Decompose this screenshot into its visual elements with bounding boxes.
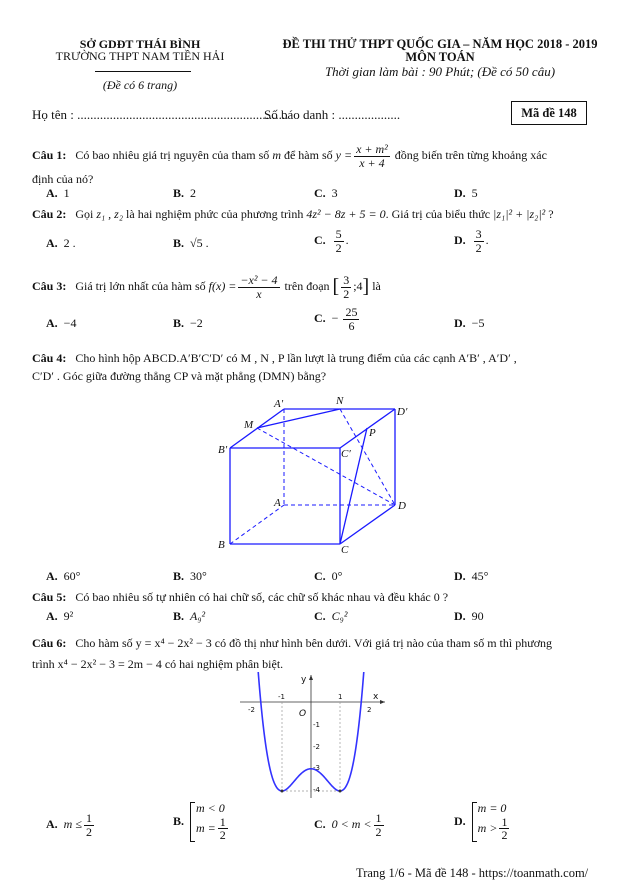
option-value: 3 xyxy=(331,186,338,200)
label-B: B xyxy=(218,539,225,551)
denominator: x xyxy=(256,286,262,301)
y-tick-neg2: -2 xyxy=(313,743,320,751)
numerator: 25 xyxy=(345,305,358,319)
option-a[interactable] xyxy=(46,812,96,838)
x-axis-arrow xyxy=(380,700,385,704)
denominator: 2 xyxy=(501,828,508,843)
option-letter: D. xyxy=(454,609,466,623)
question-label: Câu 6: xyxy=(32,636,67,650)
option-letter: A. xyxy=(46,569,58,583)
option-letter: C. xyxy=(314,232,326,247)
page-footer: Trang 1/6 - Mã đề 148 - https://toanmath.com/ xyxy=(356,866,589,880)
option-d[interactable] xyxy=(454,569,488,584)
option-d[interactable] xyxy=(454,316,484,331)
denominator: x + 4 xyxy=(359,155,385,170)
question-text: Cho hình hộp ABCD.A′B′C′D′ có M , N , P lần lượt là trung điểm của các cạnh A′B′ , A′D′ , xyxy=(75,351,517,365)
min-point-left xyxy=(281,790,284,793)
option-letter: B. xyxy=(173,814,185,829)
denominator: 2 xyxy=(335,240,342,255)
option-b[interactable] xyxy=(173,569,207,584)
option-value: 2 xyxy=(190,186,197,200)
question-text: Có bao nhiêu số tự nhiên có hai chữ số, các chữ số khác nhau và đều khác 0 ? xyxy=(75,590,449,604)
option-letter: C. xyxy=(314,569,326,583)
question-2 xyxy=(32,207,554,222)
x-axis-label: x xyxy=(373,692,379,702)
math-expr: f(x) = xyxy=(208,278,237,293)
question-text-cont: trình x⁴ − 2x² − 3 = 2m − 4 có hai nghiệm phân biệt. xyxy=(32,657,284,671)
option-letter: A. xyxy=(46,236,58,250)
question-text: Gọi xyxy=(75,207,94,221)
label-Cp: C′ xyxy=(341,448,351,460)
math-expr: 4z² − 8z + 5 = 0 xyxy=(306,207,386,221)
option-line: m < 0 xyxy=(196,801,225,815)
denominator: 2 xyxy=(219,828,226,843)
option-letter: B. xyxy=(173,186,185,200)
label-P: P xyxy=(369,427,376,439)
department-name: SỞ GDĐT THÁI BÌNH xyxy=(79,37,201,51)
numerator: 1 xyxy=(219,814,226,829)
option-value: −5 xyxy=(471,316,485,330)
exam-title: ĐỀ THI THỬ THPT QUỐC GIA – NĂM HỌC 2018 - 2019 xyxy=(282,37,598,51)
segment-MN xyxy=(257,409,340,428)
option-value: 45° xyxy=(471,569,489,583)
y-axis-arrow xyxy=(309,675,313,680)
option-b[interactable] xyxy=(173,609,205,624)
option-letter: B. xyxy=(173,569,185,583)
option-value: 0 < m < xyxy=(331,816,372,831)
label-Bp: B′ xyxy=(218,444,228,456)
option-a[interactable] xyxy=(46,569,80,584)
question-text: Giá trị lớn nhất của hàm số xyxy=(75,278,206,293)
option-letter: A. xyxy=(46,186,58,200)
option-letter: B. xyxy=(173,316,185,330)
label-N: N xyxy=(336,395,344,407)
option-d[interactable] xyxy=(454,802,511,842)
numerator: x + m² xyxy=(356,142,388,156)
option-letter: A. xyxy=(46,816,58,831)
label-M: M xyxy=(244,419,254,431)
question-text: Có bao nhiêu giá trị nguyên của tham số xyxy=(75,147,270,162)
option-d[interactable]: D. $\frac{3}{2}$ . xyxy=(454,227,489,255)
option-a[interactable] xyxy=(46,316,76,331)
option-d[interactable] xyxy=(454,186,478,201)
option-b[interactable] xyxy=(173,186,196,201)
x-tick-1: 1 xyxy=(338,693,343,701)
option-value: √5 . xyxy=(190,236,209,250)
student-id-field[interactable]: Số báo danh : ................... xyxy=(264,107,401,122)
option-d[interactable] xyxy=(454,609,484,624)
question-text: ? xyxy=(548,207,554,221)
option-value: A₉² xyxy=(190,609,206,623)
question-label: Câu 3: xyxy=(32,278,67,293)
math-var: m xyxy=(272,147,281,162)
option-letter: C. xyxy=(314,310,326,325)
x-tick-2: 2 xyxy=(367,706,372,714)
option-letter: A. xyxy=(46,609,58,623)
option-value: −4 xyxy=(63,316,77,330)
interval-end: ;4 xyxy=(353,278,363,293)
x-tick-neg1: -1 xyxy=(278,693,285,701)
question-text: đồng biến trên từng khoảng xác xyxy=(394,147,547,162)
fraction xyxy=(354,143,390,169)
y-tick-neg1: -1 xyxy=(313,721,320,729)
numerator: −x² − 4 xyxy=(240,273,278,287)
option-value: m ≤ xyxy=(63,816,82,831)
question-text-cont: định của nó? xyxy=(32,172,94,186)
pages-note: (Đề có 6 trang) xyxy=(102,78,178,92)
option-value: 2 . xyxy=(63,236,76,250)
option-value: 1 xyxy=(63,186,70,200)
option-letter: D. xyxy=(454,232,466,247)
label-A: A xyxy=(274,497,281,509)
question-label: Câu 4: xyxy=(32,351,67,365)
subject-title: MÔN TOÁN xyxy=(405,50,475,64)
y-axis-label: y xyxy=(301,675,307,685)
numerator: 3 xyxy=(343,273,350,287)
option-letter: D. xyxy=(454,569,466,583)
min-point-right xyxy=(339,790,342,793)
option-letter: B. xyxy=(173,609,185,623)
option-a[interactable] xyxy=(46,609,73,624)
denominator: 2 xyxy=(85,824,92,839)
numerator: 1 xyxy=(85,811,92,825)
option-c[interactable] xyxy=(314,569,342,584)
exam-code-box: Mã đề 148 xyxy=(511,101,587,125)
option-letter: D. xyxy=(454,814,466,829)
math-var: z₁ , z₂ xyxy=(96,207,124,221)
option-value: 5 xyxy=(471,186,478,200)
y-tick-neg3: -3 xyxy=(313,764,320,772)
option-c[interactable] xyxy=(314,812,386,838)
question-text: để hàm số xyxy=(283,147,333,162)
name-field[interactable]: Họ tên : ................................................................. xyxy=(32,107,289,122)
header-divider xyxy=(95,71,191,72)
numerator: 5 xyxy=(335,227,342,241)
option-b[interactable] xyxy=(173,236,209,251)
origin-label: O xyxy=(299,709,307,719)
option-a[interactable] xyxy=(46,236,76,251)
math-expr: |z₁|² + |z₂|² xyxy=(493,207,546,221)
numerator: 3 xyxy=(475,227,482,241)
edge-AB xyxy=(230,505,284,544)
question-text: là hai nghiệm phức của phương trình xyxy=(126,207,304,221)
option-letter: C. xyxy=(314,609,326,623)
y-tick-neg4: -4 xyxy=(313,786,320,794)
label-C: C xyxy=(341,544,349,556)
question-label: Câu 5: xyxy=(32,590,67,604)
school-name: TRƯỜNG THPT NAM TIỀN HẢI xyxy=(55,49,225,63)
option-c[interactable] xyxy=(314,609,347,624)
question-4 xyxy=(32,351,517,366)
option-letter: D. xyxy=(454,316,466,330)
denominator: 6 xyxy=(348,318,355,333)
question-text: . Giá trị của biểu thức xyxy=(385,207,491,221)
time-note: Thời gian làm bài : 90 Phút; (Đề có 50 câu) xyxy=(324,64,556,79)
question-text-cont: C′D′ . Góc giữa đường thẳng CP và mặt phẳng (DMN) bằng? xyxy=(32,369,327,383)
option-letter: A. xyxy=(46,316,58,330)
option-value: C₉² xyxy=(331,609,348,623)
question-1 xyxy=(32,143,547,169)
label-Dp: D′ xyxy=(397,406,408,418)
question-text: trên đoạn xyxy=(284,278,330,293)
numerator: 1 xyxy=(501,814,508,829)
numerator: 1 xyxy=(375,811,382,825)
denominator: 2 xyxy=(375,824,382,839)
question-text: là xyxy=(372,278,381,293)
option-c[interactable]: C. − $\frac{25}{6}$ xyxy=(314,305,358,333)
option-b[interactable] xyxy=(173,316,203,331)
option-value: 90 xyxy=(471,609,484,623)
option-c[interactable]: C. $\frac{5}{2}$ . xyxy=(314,227,349,255)
option-line: m = 0 xyxy=(477,801,507,815)
option-value: 9² xyxy=(63,609,74,623)
option-line: m > xyxy=(477,820,498,835)
option-letter: C. xyxy=(314,816,326,831)
parallelepiped-figure xyxy=(210,390,420,560)
math-expr: y = xyxy=(335,147,353,162)
denominator: 2 xyxy=(343,286,350,301)
question-3: Câu 3: Giá trị lớn nhất của hàm số f(x) = $\frac{\text{−x² − 4}}{x}$ trên đoạn [ $\frac{3}{2}$ ;4] là xyxy=(32,273,381,301)
option-line: m = xyxy=(196,820,216,835)
question-6 xyxy=(32,636,552,651)
question-text: Cho hàm số y = x⁴ − 2x² − 3 có đồ thị như hình bên dưới. Với giá trị nào của tham số m thì phương xyxy=(75,636,553,650)
option-c[interactable] xyxy=(314,186,338,201)
question-5 xyxy=(32,590,448,605)
option-value: 60° xyxy=(63,569,81,583)
function-graph xyxy=(230,672,400,802)
option-value: −2 xyxy=(190,316,203,330)
x-tick-neg2: -2 xyxy=(248,706,255,714)
option-letter: B. xyxy=(173,236,185,250)
option-value: 30° xyxy=(190,569,207,583)
denominator: 2 xyxy=(475,240,482,255)
option-b[interactable] xyxy=(173,802,230,842)
option-letter: C. xyxy=(314,186,326,200)
label-Ap: A′ xyxy=(274,398,284,410)
option-letter: D. xyxy=(454,186,466,200)
segment-MD xyxy=(257,428,395,505)
label-D: D xyxy=(398,500,406,512)
question-label: Câu 2: xyxy=(32,207,67,221)
option-value: 0° xyxy=(331,569,343,583)
option-a[interactable] xyxy=(46,186,70,201)
question-label: Câu 1: xyxy=(32,147,67,162)
